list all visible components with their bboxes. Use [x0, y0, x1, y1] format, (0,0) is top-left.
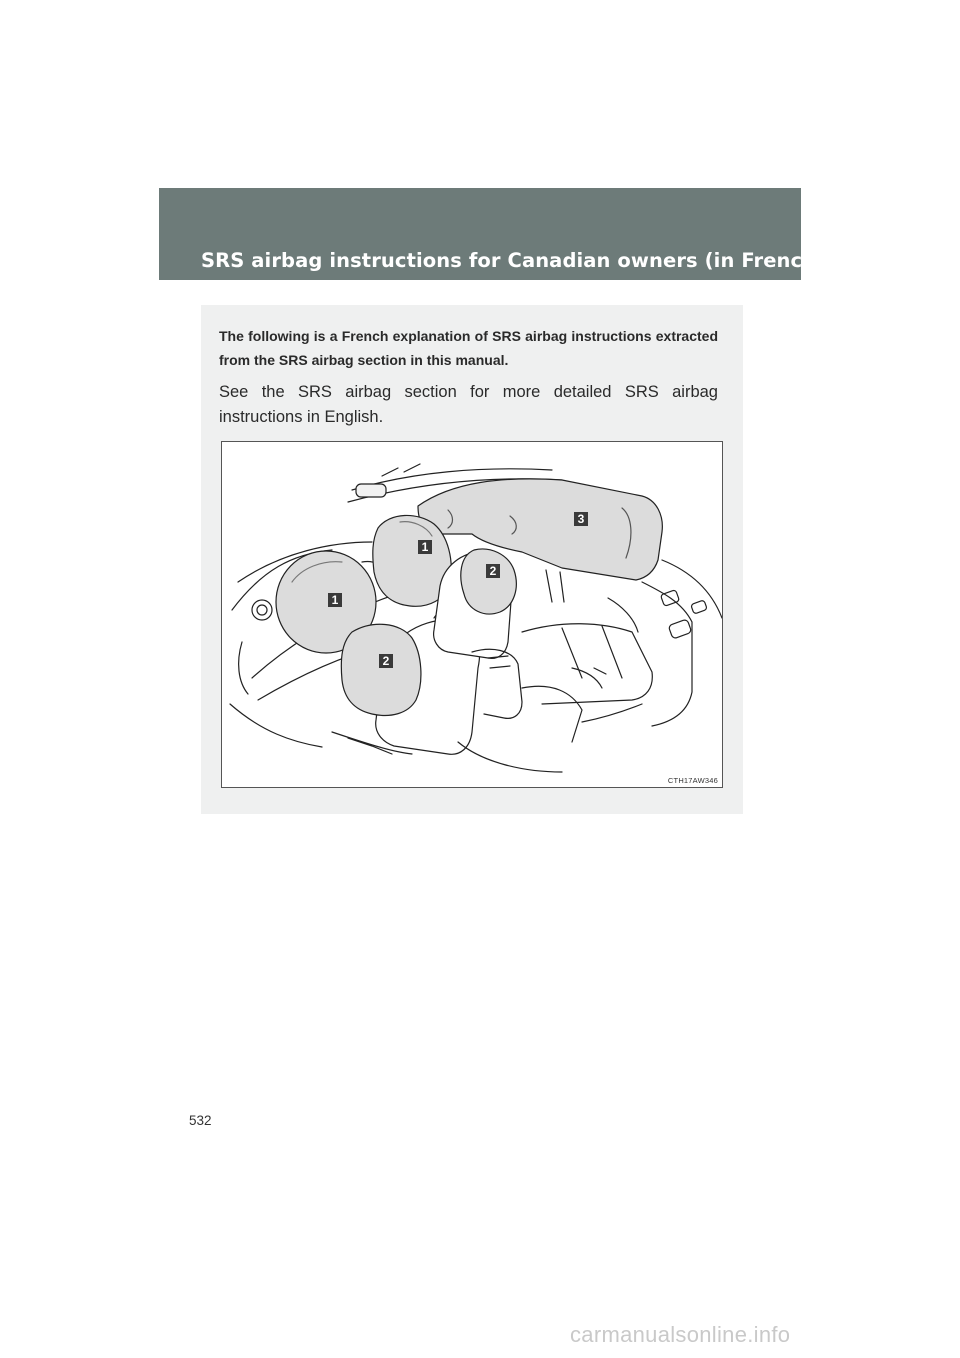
callout-driver-seat-airbag: 2	[379, 654, 393, 668]
intro-paragraph: See the SRS airbag section for more detailed SRS airbag instructions in English.	[219, 383, 718, 426]
callout-passenger-front-airbag: 1	[418, 540, 432, 554]
callout-driver-front-airbag: 1	[328, 593, 342, 607]
section-header-bar	[159, 188, 826, 280]
watermark: carmanualsonline.info	[570, 1322, 791, 1347]
page-number: 532	[189, 1113, 212, 1128]
section-title: SRS airbag instructions for Canadian owners (in French)	[201, 249, 826, 272]
figure-code: CTH17AW346	[667, 776, 718, 785]
callout-passenger-seat-airbag: 2	[486, 564, 500, 578]
car-interior-drawing	[222, 442, 723, 788]
passenger-seat-airbag	[461, 549, 517, 614]
airbag-illustration	[221, 441, 723, 788]
intro-box	[201, 305, 743, 814]
intro-bold-paragraph: The following is a French explanation of SRS airbag instructions extracted from the SRS airbag section in this manual.	[219, 328, 718, 368]
driver-seat-airbag	[341, 624, 421, 715]
callout-curtain-airbag: 3	[574, 512, 588, 526]
